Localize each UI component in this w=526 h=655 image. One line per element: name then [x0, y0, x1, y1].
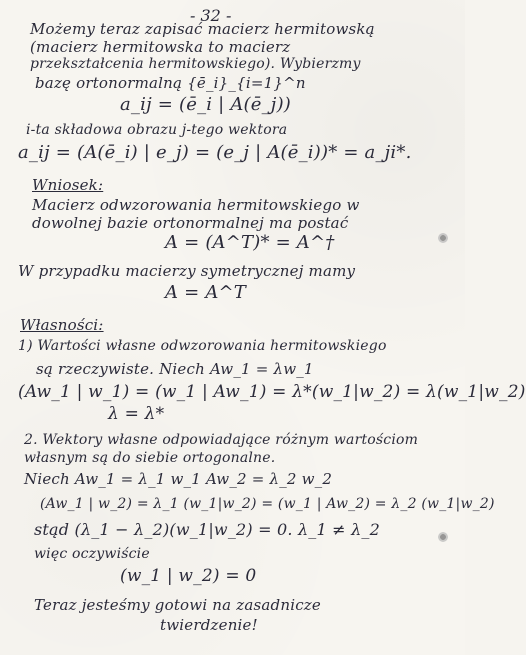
text-line-1: Możemy teraz zapisać macierz hermitowską: [30, 20, 375, 38]
heading-wniosek: Wniosek:: [32, 176, 104, 194]
heading-wlasnosci: Własności:: [20, 316, 104, 334]
text-line-15: 1) Wartości własne odwzorowania hermitowskiego: [18, 338, 387, 354]
equation-lambda-real: λ = λ*: [108, 404, 165, 424]
equation-niech: Niech Aw_1 = λ_1 w_1 Aw_2 = λ_2 w_2: [24, 470, 333, 488]
text-line-27: twierdzenie!: [160, 616, 258, 634]
text-line-26: Teraz jesteśmy gotowi na zasadnicze: [34, 596, 321, 614]
text-line-24: więc oczywiście: [34, 546, 150, 562]
text-line-3: przekształcenia hermitowskiego). Wybierzmy: [30, 56, 361, 72]
text-line-9: Macierz odwzorowania hermitowskiego w: [32, 196, 360, 214]
equation-orthogonal-result: (w_1 | w_2) = 0: [120, 566, 257, 586]
text-line-4: bazę ortonormalną {ē_i}_{i=1}^n: [35, 74, 306, 92]
equation-hermitian: A = (A^T)* = A^†: [165, 232, 335, 253]
punch-hole-top: [438, 233, 448, 243]
equation-aij-1: a_ij = (ē_i | A(ē_j)): [120, 94, 292, 115]
page-number: - 32 -: [190, 6, 232, 25]
text-line-2: (macierz hermitowska to macierz: [30, 38, 291, 56]
text-line-6: i-ta składowa obrazu j-tego wektora: [26, 122, 288, 138]
text-line-19: 2. Wektory własne odpowiadające różnym wartościom: [24, 432, 419, 448]
equation-orthogonality-1: (Aw_1 | w_2) = λ_1 (w_1|w_2) = (w_1 | Aw_2) = λ_2 (w_1|w_2): [40, 496, 495, 512]
text-line-16: są rzeczywiste. Niech Aw_1 = λw_1: [36, 360, 314, 378]
text-line-20: własnym są do siebie ortogonalne.: [24, 450, 276, 466]
equation-orthogonality-2: stąd (λ_1 − λ_2)(w_1|w_2) = 0. λ_1 ≠ λ_2: [34, 520, 380, 539]
equation-eigenvalue-proof: (Aw_1 | w_1) = (w_1 | Aw_1) = λ*(w_1|w_2) = λ(w_1|w_2): [18, 382, 526, 402]
equation-aij-2: a_ij = (A(ē_i) | e_j) = (e_j | A(ē_i))* = a_ji*.: [18, 142, 412, 163]
text-line-12: W przypadku macierzy symetrycznej mamy: [18, 262, 356, 280]
equation-symmetric: A = A^T: [165, 282, 247, 303]
text-line-10: dowolnej bazie ortonormalnej ma postać: [32, 214, 349, 232]
punch-hole-bottom: [438, 532, 448, 542]
